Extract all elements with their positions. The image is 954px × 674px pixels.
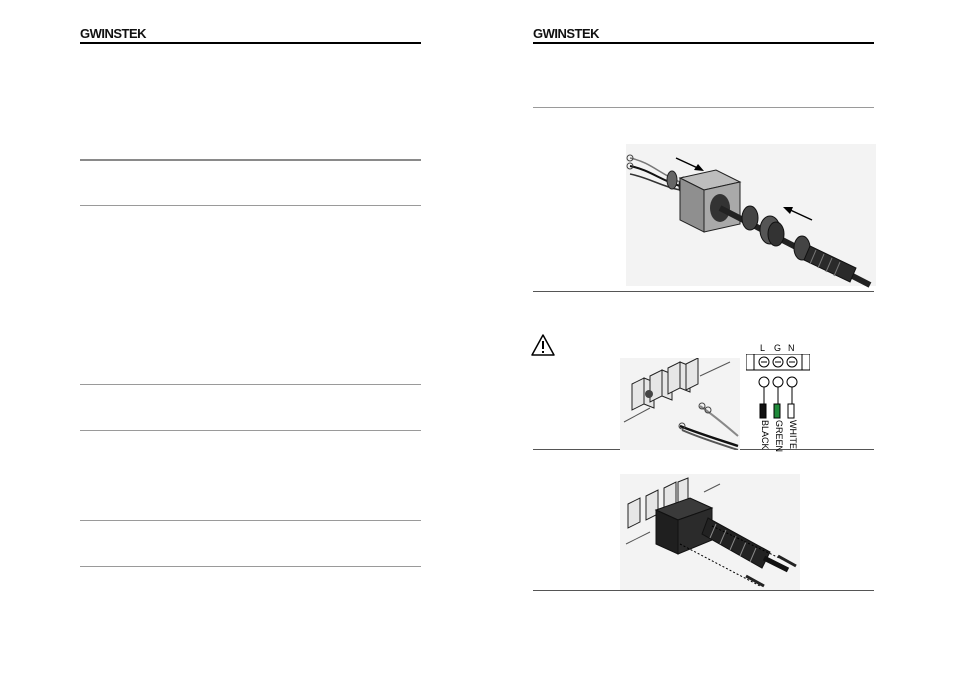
terminal-label-n: N	[788, 343, 795, 353]
header-rule-right	[533, 42, 874, 44]
table-rule	[80, 566, 421, 567]
brand-logo-left: GWINSTEK	[80, 26, 147, 41]
wire-label-green: GREEN	[774, 420, 784, 453]
table-rule	[80, 430, 421, 431]
table-rule	[80, 205, 421, 206]
wire-swatch-green	[774, 404, 780, 418]
table-rule	[80, 159, 421, 161]
wire-label-white: WHITE	[788, 420, 798, 449]
wire-swatch-black	[760, 404, 766, 418]
wire-label-black: BLACK	[760, 420, 770, 450]
terminal-label-l: L	[760, 343, 766, 353]
terminal-block-figure	[620, 358, 740, 450]
table-rule	[533, 291, 874, 292]
warning-icon	[530, 333, 556, 357]
table-rule	[80, 384, 421, 385]
table-rule	[80, 520, 421, 521]
cable-gland-assembly-figure	[620, 140, 882, 290]
wire-swatch-white	[788, 404, 794, 418]
brand-logo-right: GWINSTEK	[533, 26, 600, 41]
terminal-cover-figure	[620, 474, 800, 590]
table-rule	[533, 590, 874, 591]
table-rule	[533, 107, 874, 108]
header-rule-left	[80, 42, 421, 44]
terminal-label-g: G	[774, 343, 782, 353]
